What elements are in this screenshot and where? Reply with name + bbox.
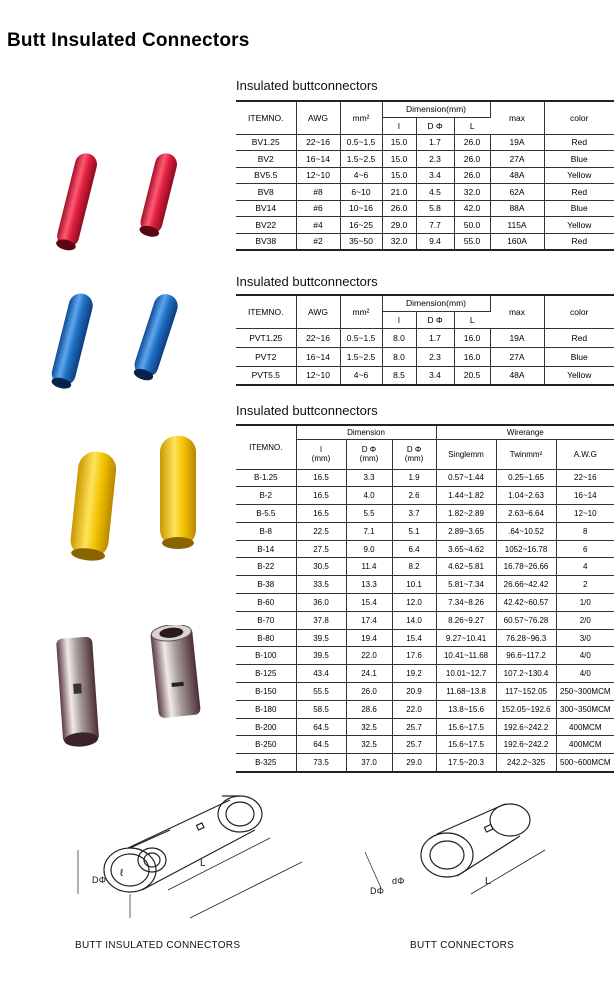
header-color: color xyxy=(544,295,614,328)
table-cell: 8 xyxy=(556,522,614,540)
table-row xyxy=(236,594,614,612)
table-cell: 0.5~1.5 xyxy=(340,328,382,347)
table-cell: 20.9 xyxy=(392,683,436,701)
table-cell: 2 xyxy=(556,576,614,594)
table-row xyxy=(236,754,614,772)
table-cell: 8.5 xyxy=(382,366,416,385)
table-cell: 4~6 xyxy=(340,366,382,385)
table-row xyxy=(236,200,614,217)
table-cell: Red xyxy=(544,134,614,151)
table-cell: 29.0 xyxy=(392,754,436,772)
table-row xyxy=(236,217,614,234)
table-cell: B-5.5 xyxy=(236,505,296,523)
table-cell: 27A xyxy=(490,347,544,366)
table-cell: 2.3 xyxy=(416,151,454,168)
header-single: Singlemm xyxy=(436,439,496,469)
header-awg: A.W.G xyxy=(556,439,614,469)
table-cell: 39.5 xyxy=(296,629,346,647)
table-cell: #2 xyxy=(296,233,340,250)
header-color: color xyxy=(544,101,614,134)
table-cell: 22~16 xyxy=(296,328,340,347)
table-row xyxy=(236,540,614,558)
table-cell: 62A xyxy=(490,184,544,201)
butt-insulated-connector-diagram xyxy=(70,790,310,935)
table-cell: 17.5~20.3 xyxy=(436,754,496,772)
table-cell: B-38 xyxy=(236,576,296,594)
header-d: D Φ xyxy=(416,117,454,134)
table-row xyxy=(236,233,614,250)
table-cell: 15.6~17.5 xyxy=(436,718,496,736)
table-cell: 32.0 xyxy=(454,184,490,201)
table-row xyxy=(236,184,614,201)
header-awg: AWG xyxy=(296,101,340,134)
table-cell: 9.4 xyxy=(416,233,454,250)
table-cell: 12~10 xyxy=(296,167,340,184)
table-cell: 1.04~2.63 xyxy=(496,487,556,505)
table-cell: 13.3 xyxy=(346,576,392,594)
table-cell: 8.26~9.27 xyxy=(436,611,496,629)
table-cell: B-325 xyxy=(236,754,296,772)
table-cell: 16.5 xyxy=(296,469,346,487)
table-cell: 7.1 xyxy=(346,522,392,540)
table-cell: B-250 xyxy=(236,736,296,754)
table-cell: B-125 xyxy=(236,665,296,683)
table-cell: #8 xyxy=(296,184,340,201)
table-cell: 7.34~8.26 xyxy=(436,594,496,612)
table-cell: 16.0 xyxy=(454,328,490,347)
table-row xyxy=(236,558,614,576)
header-awg: AWG xyxy=(296,295,340,328)
table-cell: 48A xyxy=(490,366,544,385)
table-cell: 15.0 xyxy=(382,151,416,168)
table-cell: 58.5 xyxy=(296,700,346,718)
table-cell: B-14 xyxy=(236,540,296,558)
header-dimension: Dimension xyxy=(296,425,436,439)
table-cell: BV8 xyxy=(236,184,296,201)
table-cell: 2/0 xyxy=(556,611,614,629)
table-cell: Yellow xyxy=(544,217,614,234)
table-cell: 26.0 xyxy=(346,683,392,701)
table-cell: 152.05~192.6 xyxy=(496,700,556,718)
table-cell: 42.42~60.57 xyxy=(496,594,556,612)
table-cell: 400MCM xyxy=(556,718,614,736)
table-cell: 96.6~117.2 xyxy=(496,647,556,665)
table-cell: BV38 xyxy=(236,233,296,250)
header-max: max xyxy=(490,101,544,134)
table-cell: Red xyxy=(544,184,614,201)
table-cell: 11.4 xyxy=(346,558,392,576)
table-cell: PVT1.25 xyxy=(236,328,296,347)
table-cell: 4/0 xyxy=(556,665,614,683)
table-cell: 19.2 xyxy=(392,665,436,683)
table-row xyxy=(236,736,614,754)
table-cell: 12~10 xyxy=(296,366,340,385)
table-cell: 14.0 xyxy=(392,611,436,629)
table-cell: 19A xyxy=(490,134,544,151)
table-cell: 192.6~242.2 xyxy=(496,718,556,736)
header-L: L xyxy=(454,311,490,328)
table-cell: 10.01~12.7 xyxy=(436,665,496,683)
table-cell: 192.6~242.2 xyxy=(496,736,556,754)
table-cell: 22.0 xyxy=(346,647,392,665)
table-cell: 19.4 xyxy=(346,629,392,647)
table-cell: 3.4 xyxy=(416,167,454,184)
table-pvt xyxy=(236,294,614,386)
table-cell: 4/0 xyxy=(556,647,614,665)
table-cell: 8.0 xyxy=(382,347,416,366)
table-cell: 117~152.05 xyxy=(496,683,556,701)
table-cell: 30.5 xyxy=(296,558,346,576)
table-cell: 76.28~96.3 xyxy=(496,629,556,647)
table-cell: 16~14 xyxy=(556,487,614,505)
table-cell: 88A xyxy=(490,200,544,217)
header-L: L xyxy=(454,117,490,134)
table-cell: 6.4 xyxy=(392,540,436,558)
table-cell: 4 xyxy=(556,558,614,576)
table-cell: 4.62~5.81 xyxy=(436,558,496,576)
table-cell: 64.5 xyxy=(296,718,346,736)
table-cell: Yellow xyxy=(544,366,614,385)
table-cell: 20.5 xyxy=(454,366,490,385)
table-cell: 42.0 xyxy=(454,200,490,217)
table-row xyxy=(236,366,614,385)
table-cell: 11.68~13.8 xyxy=(436,683,496,701)
table-cell: 6 xyxy=(556,540,614,558)
table-cell: 1.5~2.5 xyxy=(340,151,382,168)
table-cell: B-100 xyxy=(236,647,296,665)
table-cell: 3.7 xyxy=(392,505,436,523)
diagram-label-L: L xyxy=(200,858,206,869)
table-cell: 3.65~4.62 xyxy=(436,540,496,558)
header-twin: Twinmm² xyxy=(496,439,556,469)
table-cell: 6~10 xyxy=(340,184,382,201)
table-cell: Red xyxy=(544,233,614,250)
table-cell: 15.4 xyxy=(392,629,436,647)
table-cell: B-60 xyxy=(236,594,296,612)
table-cell: 1052~16.78 xyxy=(496,540,556,558)
table-cell: 26.0 xyxy=(454,134,490,151)
table-row xyxy=(236,328,614,347)
table-cell: 26.0 xyxy=(454,151,490,168)
header-D: D Φ (mm) xyxy=(346,439,392,469)
table-cell: 32.0 xyxy=(382,233,416,250)
table-cell: 43.4 xyxy=(296,665,346,683)
table-cell: 2.3 xyxy=(416,347,454,366)
table-cell: B-200 xyxy=(236,718,296,736)
table-cell: Yellow xyxy=(544,167,614,184)
table-cell: 2.6 xyxy=(392,487,436,505)
table-cell: 5.8 xyxy=(416,200,454,217)
table-cell: 12.0 xyxy=(392,594,436,612)
table-cell: 13.8~15.6 xyxy=(436,700,496,718)
table-cell: 300~350MCM xyxy=(556,700,614,718)
header-l: l xyxy=(382,311,416,328)
table-cell: 4.5 xyxy=(416,184,454,201)
table-cell: 2.89~3.65 xyxy=(436,522,496,540)
table-cell: 26.0 xyxy=(454,167,490,184)
table-cell: 4.0 xyxy=(346,487,392,505)
table-row xyxy=(236,505,614,523)
diagram-label-d2: dΦ xyxy=(392,876,405,886)
table-cell: 55.0 xyxy=(454,233,490,250)
header-mm2: mm² xyxy=(340,295,382,328)
table-row xyxy=(236,469,614,487)
page-title: Butt Insulated Connectors xyxy=(7,30,250,51)
header-item: ITEMNO. xyxy=(236,101,296,134)
table-cell: 12~10 xyxy=(556,505,614,523)
table-cell: 17.6 xyxy=(392,647,436,665)
table-cell: 48A xyxy=(490,167,544,184)
table-bv xyxy=(236,100,614,251)
table-row xyxy=(236,347,614,366)
red-connectors-image xyxy=(40,145,215,260)
table-cell: PVT2 xyxy=(236,347,296,366)
table-cell: B-70 xyxy=(236,611,296,629)
table-cell: 22.0 xyxy=(392,700,436,718)
table-cell: 28.6 xyxy=(346,700,392,718)
butt-connector-diagram xyxy=(345,790,575,935)
table-row xyxy=(236,718,614,736)
table-cell: 35~50 xyxy=(340,233,382,250)
table-cell: 10.1 xyxy=(392,576,436,594)
table-cell: #4 xyxy=(296,217,340,234)
table-cell: 27.5 xyxy=(296,540,346,558)
table-cell: 15.4 xyxy=(346,594,392,612)
table-cell: 26.66~42.42 xyxy=(496,576,556,594)
table-cell: 21.0 xyxy=(382,184,416,201)
table-b xyxy=(236,424,614,773)
table-cell: 5.5 xyxy=(346,505,392,523)
table-cell: 32.5 xyxy=(346,736,392,754)
table-cell: 1/0 xyxy=(556,594,614,612)
metal-connectors-image xyxy=(40,625,215,750)
section-title-pvt: Insulated buttconnectors xyxy=(236,274,378,289)
table-cell: 3.4 xyxy=(416,366,454,385)
section-title-b: Insulated buttconnectors xyxy=(236,403,378,418)
table-cell: 37.8 xyxy=(296,611,346,629)
table-cell: 1.9 xyxy=(392,469,436,487)
table-cell: 19A xyxy=(490,328,544,347)
table-cell: B-2 xyxy=(236,487,296,505)
table-cell: 55.5 xyxy=(296,683,346,701)
header-max: max xyxy=(490,295,544,328)
table-cell: 29.0 xyxy=(382,217,416,234)
table-cell: Blue xyxy=(544,151,614,168)
table-cell: 107.2~130.4 xyxy=(496,665,556,683)
table-cell: 1.82~2.89 xyxy=(436,505,496,523)
caption-butt-insulated: BUTT INSULATED CONNECTORS xyxy=(75,940,241,951)
table-row xyxy=(236,167,614,184)
diagram-label-D2: DΦ xyxy=(370,886,385,896)
table-cell: 73.5 xyxy=(296,754,346,772)
table-cell: Blue xyxy=(544,200,614,217)
table-cell: Blue xyxy=(544,347,614,366)
table-cell: 9.0 xyxy=(346,540,392,558)
caption-butt-connectors: BUTT CONNECTORS xyxy=(410,940,515,951)
table-cell: 25.7 xyxy=(392,736,436,754)
table-cell: .64~10.52 xyxy=(496,522,556,540)
table-row xyxy=(236,522,614,540)
table-cell: 1.7 xyxy=(416,328,454,347)
table-row xyxy=(236,683,614,701)
table-cell: 0.57~1.44 xyxy=(436,469,496,487)
table-cell: 16.5 xyxy=(296,487,346,505)
table-cell: 16~14 xyxy=(296,347,340,366)
table-cell: 16.0 xyxy=(454,347,490,366)
table-cell: 22~16 xyxy=(556,469,614,487)
table-cell: BV14 xyxy=(236,200,296,217)
table-cell: BV2 xyxy=(236,151,296,168)
header-mm2: mm² xyxy=(340,101,382,134)
table-cell: B-180 xyxy=(236,700,296,718)
table-cell: BV22 xyxy=(236,217,296,234)
table-cell: 0.25~1.65 xyxy=(496,469,556,487)
table-row xyxy=(236,647,614,665)
table-row xyxy=(236,629,614,647)
table-cell: 64.5 xyxy=(296,736,346,754)
table-cell: 9.27~10.41 xyxy=(436,629,496,647)
header-d: D Φ xyxy=(416,311,454,328)
table-cell: 50.0 xyxy=(454,217,490,234)
table-cell: 1.7 xyxy=(416,134,454,151)
table-cell: 33.5 xyxy=(296,576,346,594)
table-cell: 16~14 xyxy=(296,151,340,168)
table-cell: 15.6~17.5 xyxy=(436,736,496,754)
table-cell: 1.44~1.82 xyxy=(436,487,496,505)
table-cell: #6 xyxy=(296,200,340,217)
header-item: ITEMNO. xyxy=(236,425,296,469)
table-cell: 15.0 xyxy=(382,167,416,184)
table-cell: B-8 xyxy=(236,522,296,540)
table-cell: 10.41~11.68 xyxy=(436,647,496,665)
table-row xyxy=(236,134,614,151)
table-cell: 3/0 xyxy=(556,629,614,647)
table-row xyxy=(236,487,614,505)
table-row xyxy=(236,576,614,594)
table-cell: 22~16 xyxy=(296,134,340,151)
table-cell: 32.5 xyxy=(346,718,392,736)
yellow-connectors-image xyxy=(40,432,215,562)
table-cell: 0.5~1.5 xyxy=(340,134,382,151)
table-cell: 27A xyxy=(490,151,544,168)
header-l: l (mm) xyxy=(296,439,346,469)
table-cell: 1.5~2.5 xyxy=(340,347,382,366)
table-cell: 22.5 xyxy=(296,522,346,540)
table-cell: 24.1 xyxy=(346,665,392,683)
table-cell: 4~6 xyxy=(340,167,382,184)
table-cell: 26.0 xyxy=(382,200,416,217)
header-item: ITEMNO. xyxy=(236,295,296,328)
table-cell: 15.0 xyxy=(382,134,416,151)
diagram-label-D: DΦ xyxy=(92,875,107,885)
blue-connectors-image xyxy=(40,285,215,395)
table-cell: PVT5.5 xyxy=(236,366,296,385)
table-cell: 10~16 xyxy=(340,200,382,217)
table-cell: BV1.25 xyxy=(236,134,296,151)
table-cell: B-1.25 xyxy=(236,469,296,487)
header-wirerange: Wirerange xyxy=(436,425,614,439)
table-cell: 8.0 xyxy=(382,328,416,347)
table-cell: 2.63~6.64 xyxy=(496,505,556,523)
table-cell: 5.1 xyxy=(392,522,436,540)
table-cell: 16.5 xyxy=(296,505,346,523)
table-cell: 250~300MCM xyxy=(556,683,614,701)
table-cell: 37.0 xyxy=(346,754,392,772)
table-cell: 115A xyxy=(490,217,544,234)
header-l: l xyxy=(382,117,416,134)
table-cell: B-150 xyxy=(236,683,296,701)
header-dimension: Dimension(mm) xyxy=(382,295,490,311)
table-cell: B-22 xyxy=(236,558,296,576)
table-row xyxy=(236,151,614,168)
table-cell: BV5.5 xyxy=(236,167,296,184)
diagram-label-L2: L xyxy=(485,876,491,887)
table-cell: 8.2 xyxy=(392,558,436,576)
table-cell: B-80 xyxy=(236,629,296,647)
table-row xyxy=(236,700,614,718)
table-cell: 60.57~76.28 xyxy=(496,611,556,629)
table-cell: 25.7 xyxy=(392,718,436,736)
header-d: D Φ (mm) xyxy=(392,439,436,469)
section-title-bv: Insulated buttconnectors xyxy=(236,78,378,93)
table-cell: 16~25 xyxy=(340,217,382,234)
diagram-label-l: ℓ xyxy=(120,868,124,879)
table-cell: 39.5 xyxy=(296,647,346,665)
table-cell: Red xyxy=(544,328,614,347)
header-dimension: Dimension(mm) xyxy=(382,101,490,117)
table-row xyxy=(236,665,614,683)
table-cell: 160A xyxy=(490,233,544,250)
table-cell: 36.0 xyxy=(296,594,346,612)
table-cell: 3.3 xyxy=(346,469,392,487)
table-cell: 400MCM xyxy=(556,736,614,754)
table-row xyxy=(236,611,614,629)
table-cell: 5.81~7.34 xyxy=(436,576,496,594)
table-cell: 16.78~26.66 xyxy=(496,558,556,576)
table-cell: 242.2~325 xyxy=(496,754,556,772)
table-cell: 500~600MCM xyxy=(556,754,614,772)
table-cell: 17.4 xyxy=(346,611,392,629)
table-cell: 7.7 xyxy=(416,217,454,234)
